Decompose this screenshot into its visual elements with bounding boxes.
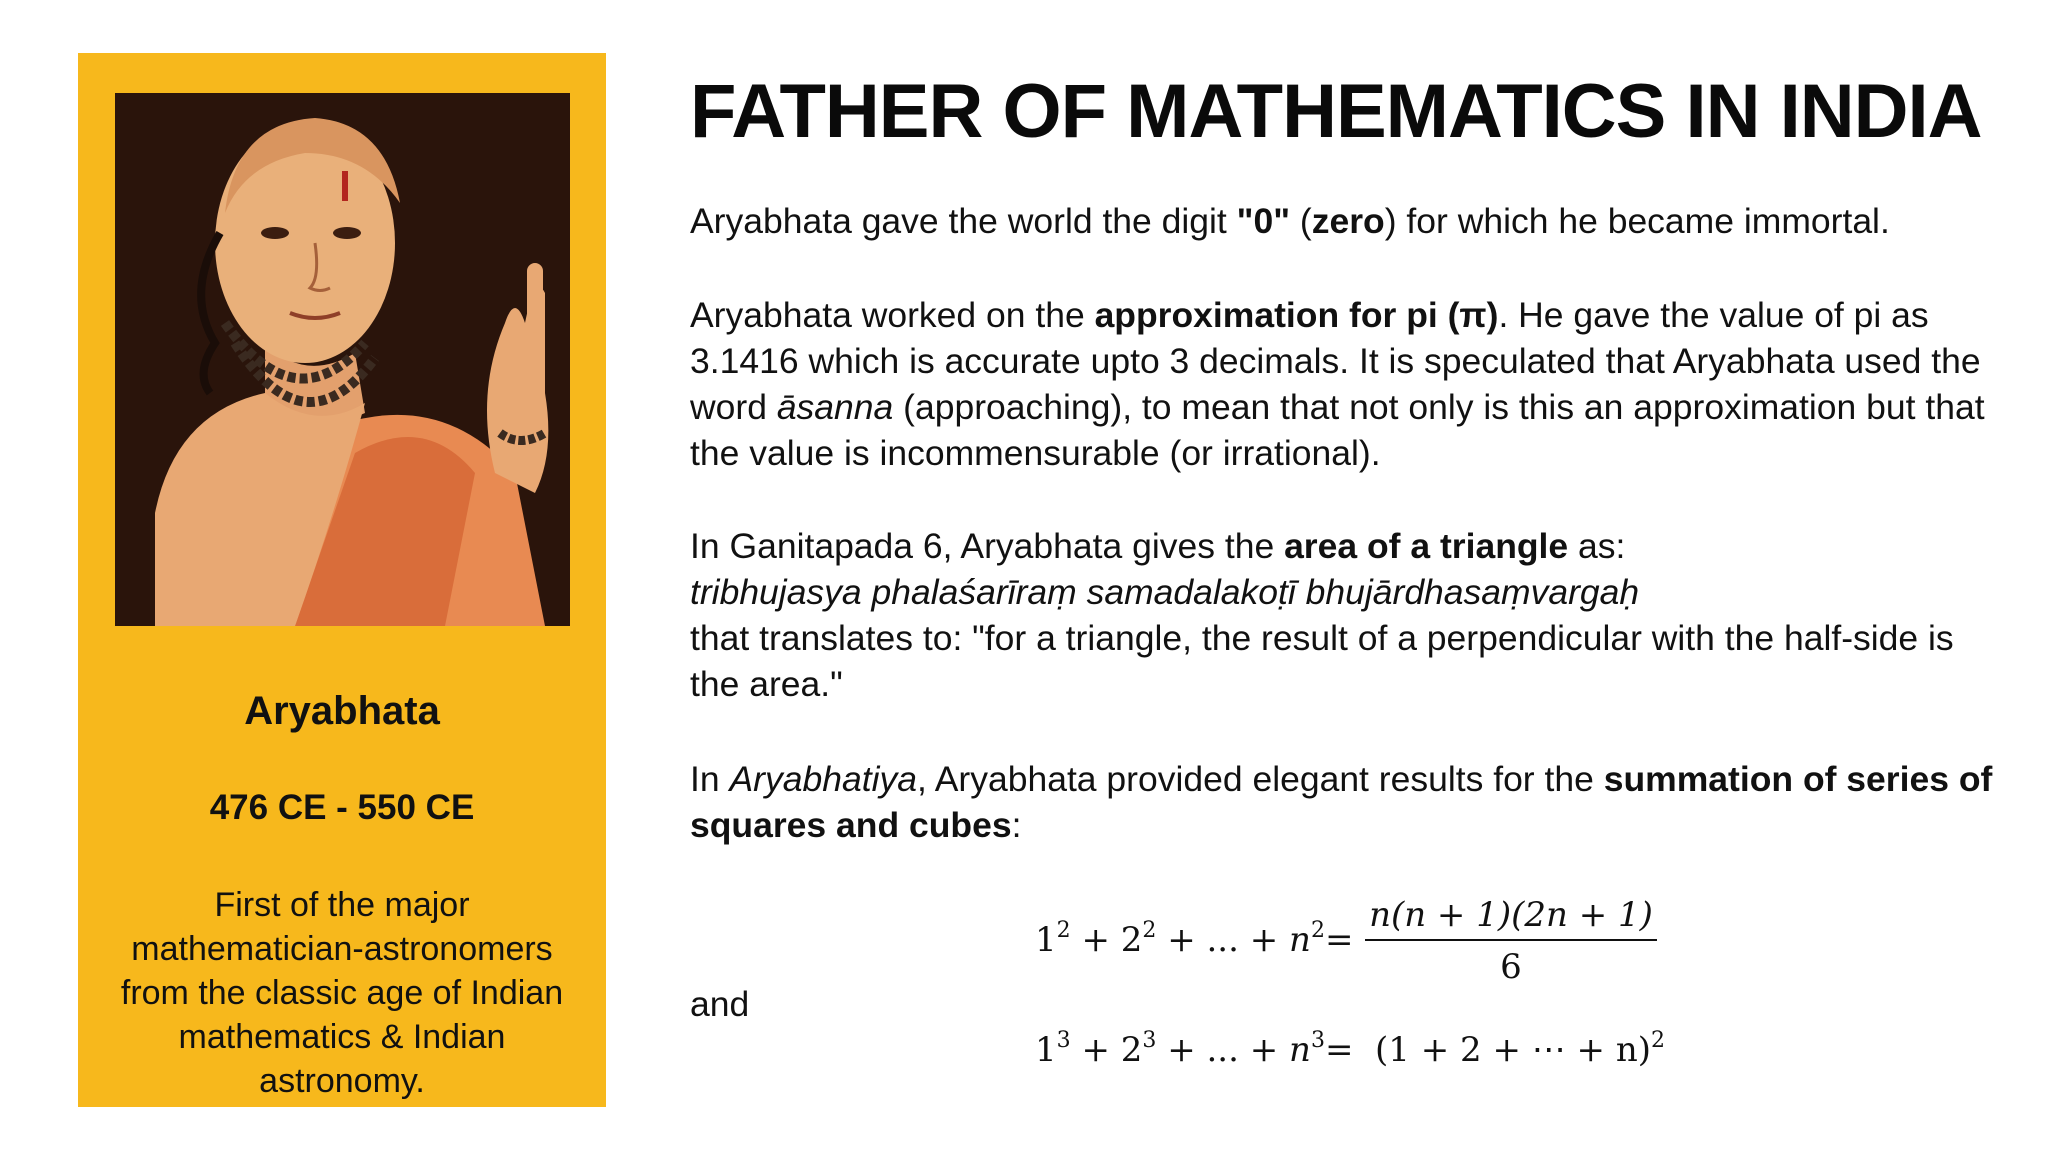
cubes-formula-lhs: $1^3 + 2^3$ + ... + $n^3=$ [1035,1028,1354,1070]
person-name: Aryabhata [244,689,440,733]
life-dates: 476 CE - 550 CE [209,788,475,827]
aryabhata-card [78,53,606,1107]
person-description: First of the major mathematician-astronomers from the classic age of Indian mathematics & Indian astronomy. [120,886,564,1100]
paragraph-series: In Aryabhatiya, Aryabhata provided elegant results for the summation of series of squares and cubes: [690,759,1993,845]
paragraph-triangle: In Ganitapada 6, Aryabhata gives the area of a triangle as: tribhujasya phalaśarīraṃ samadalakoṭī bhujārdhasaṃvargaḥ that translates to: "for a triangle, the result of a perpendicular with the half-side is the area." [690,526,1954,704]
squares-formula-lhs: $1^2 + 2^2$ + ... + $n^2=$ [1035,918,1354,960]
aryabhata-portrait-icon [115,93,570,626]
cubes-formula-rhs: (1 + 2 + ⋯ + n)$^2$ [1375,1028,1666,1070]
squares-formula-fraction: n(n + 1)(2n + 1) 6 [1365,895,1657,987]
paragraph-zero: Aryabhata gave the world the digit "0" (zero) for which he became immortal. [690,201,1890,241]
sanskrit-verse: tribhujasya phalaśarīraṃ samadalakoṭī bhujārdhasaṃvargaḥ [690,572,1640,612]
paragraph-pi: Aryabhata worked on the approximation for pi (π). He gave the value of pi as 3.1416 which is accurate upto 3 decimals. It is speculated that Aryabhata used the word āsanna (approaching), to mean that not only is this an approximation but that the value is incommensurable (or irrational). [690,295,1985,473]
slide-title: FATHER OF MATHEMATICS IN INDIA [690,69,1982,154]
and-label: and [690,984,750,1024]
